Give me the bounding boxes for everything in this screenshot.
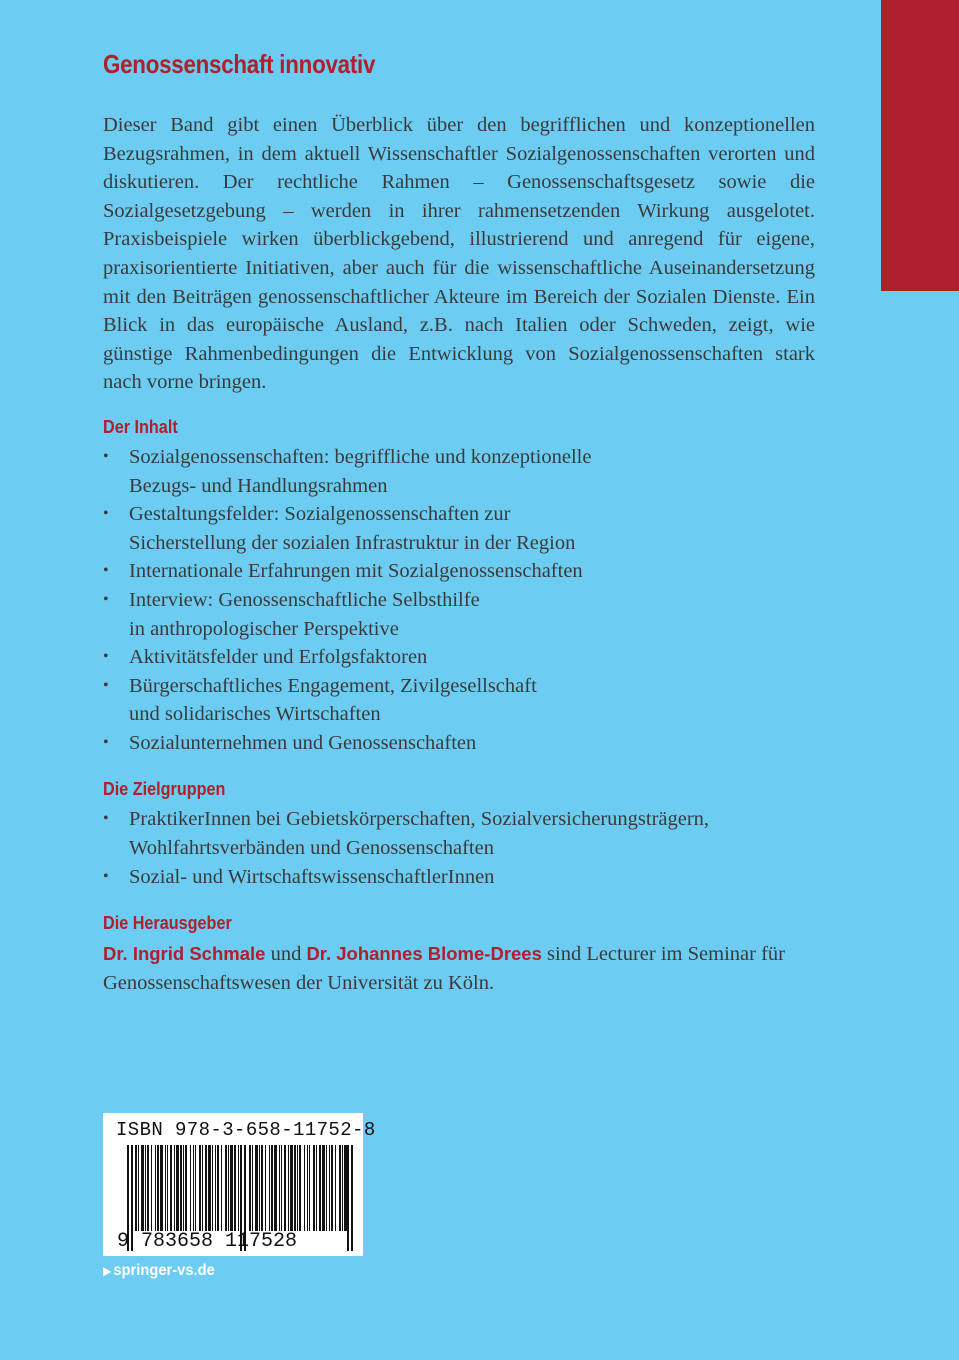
list-item bbox=[103, 863, 815, 892]
barcode-bar bbox=[170, 1145, 172, 1231]
barcode-bar bbox=[297, 1145, 298, 1231]
list-item bbox=[103, 672, 815, 729]
barcode-bar bbox=[319, 1145, 321, 1231]
book-title: Genossenschaft innovativ bbox=[103, 49, 376, 79]
barcode-bar bbox=[205, 1145, 207, 1231]
barcode-bar bbox=[265, 1145, 266, 1231]
barcode-bar bbox=[145, 1145, 146, 1231]
list-item-line: Sicherstellung der sozialen Infrastruktur in der Region bbox=[129, 531, 576, 554]
list-item-line: Sozialunternehmen und Genossenschaften bbox=[129, 731, 477, 754]
bullet-icon: • bbox=[103, 733, 109, 751]
barcode-bar bbox=[183, 1145, 184, 1231]
red-spine-tab bbox=[881, 0, 959, 291]
barcode-bar bbox=[212, 1145, 213, 1231]
barcode-bar bbox=[167, 1145, 168, 1231]
barcode-bar bbox=[307, 1145, 308, 1231]
list-item-line: Aktivitätsfelder und Erfolgsfaktoren bbox=[129, 646, 428, 669]
list-item-line: Bezugs- und Handlungsrahmen bbox=[129, 474, 388, 497]
list-item bbox=[103, 500, 815, 557]
barcode-bar bbox=[284, 1145, 286, 1231]
bullet-icon: • bbox=[103, 590, 109, 608]
barcode-bar bbox=[228, 1145, 229, 1231]
list-item-line: Gestaltungsfelder: Sozialgenossenschaften zur bbox=[129, 503, 511, 526]
barcode-bar bbox=[339, 1145, 341, 1231]
barcode-bar bbox=[342, 1145, 343, 1231]
barcode-bar bbox=[147, 1145, 149, 1231]
barcode-bar bbox=[230, 1145, 233, 1231]
list-item bbox=[103, 729, 815, 758]
editors-paragraph bbox=[103, 939, 815, 998]
barcode-bar bbox=[234, 1145, 236, 1231]
list-item-line: Interview: Genossenschaftliche Selbsthilfe bbox=[129, 588, 480, 611]
barcode-bar bbox=[199, 1145, 201, 1231]
barcode-bar bbox=[259, 1145, 260, 1231]
barcode-bar bbox=[217, 1145, 219, 1231]
barcode-bar bbox=[221, 1145, 222, 1231]
barcode-bar bbox=[261, 1145, 263, 1231]
barcode-bar bbox=[331, 1145, 333, 1231]
barcode-bar bbox=[195, 1145, 196, 1231]
barcode-bar bbox=[180, 1145, 182, 1231]
list-item-line: Bürgerschaftliches Engagement, Zivilgesellschaft bbox=[129, 674, 537, 697]
zielgruppen-list bbox=[103, 805, 815, 891]
barcode-bar bbox=[288, 1145, 289, 1231]
list-item bbox=[103, 805, 815, 862]
barcode-bar bbox=[294, 1145, 296, 1231]
bullet-icon: • bbox=[103, 562, 109, 580]
barcode-bar bbox=[190, 1145, 191, 1231]
section-heading-inhalt: Der Inhalt bbox=[103, 416, 178, 437]
barcode-bar bbox=[322, 1145, 325, 1231]
barcode-bar bbox=[225, 1145, 227, 1231]
editor-name-2: Dr. Johannes Blome-Drees bbox=[306, 943, 542, 965]
barcode-bar bbox=[290, 1145, 293, 1231]
barcode-bar bbox=[255, 1145, 258, 1231]
list-item-line: Wohlfahrtsverbänden und Genossenschaften bbox=[129, 837, 494, 860]
barcode-bar bbox=[135, 1145, 137, 1231]
barcode-bar bbox=[141, 1145, 144, 1231]
bullet-icon: • bbox=[103, 447, 109, 465]
list-item-line: Internationale Erfahrungen mit Sozialgenossenschaften bbox=[129, 560, 583, 583]
bullet-icon: • bbox=[103, 676, 109, 694]
barcode-guard-bar bbox=[351, 1145, 353, 1251]
barcode-bar bbox=[202, 1145, 203, 1231]
barcode-bar bbox=[138, 1145, 139, 1231]
barcode-bar bbox=[279, 1145, 280, 1231]
list-item-line: Sozialgenossenschaften: begriffliche und konzeptionelle bbox=[129, 445, 592, 468]
editor-name-1: Dr. Ingrid Schmale bbox=[103, 943, 266, 965]
bullet-icon: • bbox=[103, 648, 109, 666]
publisher-url[interactable] bbox=[103, 1262, 215, 1280]
publisher-url-text: springer-vs.de bbox=[113, 1262, 215, 1279]
list-item-line: und solidarisches Wirtschaften bbox=[129, 703, 381, 726]
barcode-bar bbox=[274, 1145, 277, 1231]
list-item-line: PraktikerInnen bei Gebietskörperschaften, Sozialversicherungsträgern, bbox=[129, 808, 710, 831]
bullet-icon: • bbox=[103, 867, 109, 885]
barcode-digits: 9 783658 117528 bbox=[117, 1230, 298, 1253]
barcode-bar bbox=[176, 1145, 179, 1231]
barcode-bar bbox=[269, 1145, 270, 1231]
barcode-bar bbox=[208, 1145, 211, 1231]
barcode-bar bbox=[185, 1145, 187, 1231]
barcode-bar bbox=[304, 1145, 305, 1231]
barcode-bar bbox=[252, 1145, 253, 1231]
barcode-bar bbox=[238, 1145, 239, 1231]
barcode-bar bbox=[309, 1145, 310, 1231]
barcode-bar bbox=[271, 1145, 273, 1231]
list-item bbox=[103, 443, 815, 500]
barcode-guard-bar bbox=[347, 1145, 349, 1251]
bullet-icon: • bbox=[103, 505, 109, 523]
section-heading-zielgruppen: Die Zielgruppen bbox=[103, 779, 226, 800]
barcode-bar bbox=[215, 1145, 216, 1231]
barcode-bar bbox=[249, 1145, 251, 1231]
play-arrow-icon: ▶ bbox=[103, 1264, 112, 1278]
barcode-bar bbox=[344, 1145, 347, 1231]
barcode-bar bbox=[157, 1145, 159, 1231]
intro-paragraph: Dieser Band gibt einen Überblick über den begrifflichen und konzeptionellen Bezugsrahmen, in dem aktuell Wissenschaftler Sozialgenossenschaften verorten und diskutieren. Der rechtliche Rahmen – Genossenschaftsgesetz sowie die Sozialgesetzgebung – werden in ihrer rahmensetzenden Wirkung ausgelotet. Praxisbeispiele wirken überblickgebend, illustrierend und anregend für eigene, praxisorientierte Initiativen, aber auch für die wissenschaftliche Auseinandersetzung mit den Beiträgen genossenschaftlicher Akteure im Bereich der Sozialen Dienste. Ein Blick in das europäische Ausland, z.B. nach Italien oder Schweden, zeigt, wie günstige Rahmenbedingungen die Entwicklung von Sozialgenossenschaften stark nach vorne bringen. bbox=[103, 114, 815, 394]
barcode-bar bbox=[326, 1145, 327, 1231]
barcode-bar bbox=[335, 1145, 336, 1231]
barcode-bar bbox=[165, 1145, 166, 1231]
barcode-bar bbox=[313, 1145, 315, 1231]
barcode-bar bbox=[174, 1145, 175, 1231]
section-heading-herausgeber: Die Herausgeber bbox=[103, 913, 232, 934]
list-item-line: Sozial- und WirtschaftswissenschaftlerInnen bbox=[129, 865, 495, 888]
barcode-bar bbox=[316, 1145, 317, 1231]
list-item bbox=[103, 643, 815, 672]
barcode-bar bbox=[299, 1145, 301, 1231]
list-item bbox=[103, 586, 815, 643]
back-cover-content bbox=[103, 46, 815, 998]
barcode-bar bbox=[160, 1145, 163, 1231]
list-item-line: in anthropologischer Perspektive bbox=[129, 617, 399, 640]
bullet-icon: • bbox=[103, 810, 109, 828]
editors-connector: und bbox=[265, 943, 307, 966]
list-item bbox=[103, 557, 815, 586]
barcode-bar bbox=[155, 1145, 156, 1231]
barcode-bar bbox=[329, 1145, 330, 1231]
inhalt-list bbox=[103, 443, 815, 758]
isbn-label: ISBN 978-3-658-11752-8 bbox=[116, 1119, 376, 1141]
barcode-bar bbox=[281, 1145, 282, 1231]
barcode-bar bbox=[151, 1145, 152, 1231]
isbn-barcode bbox=[103, 1113, 376, 1256]
editors-description: sind Lecturer im Seminar für Genossenschaftswesen der Universität zu Köln. bbox=[103, 943, 785, 995]
barcode-bar bbox=[193, 1145, 194, 1231]
